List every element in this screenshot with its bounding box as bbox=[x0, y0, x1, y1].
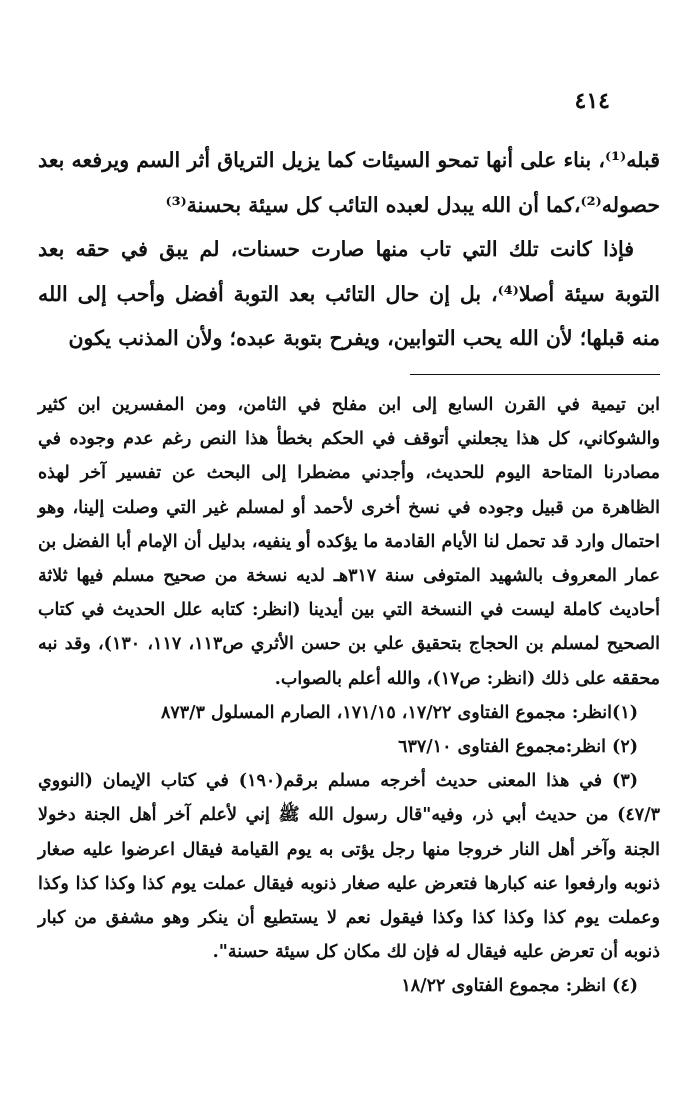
footnote-1: (١)انظر: مجموع الفتاوى ١٧/٢٢، ١٧١/١٥، الصارم المسلول ٨٧٣/٣ bbox=[160, 702, 638, 723]
main-paragraph-1: قبله⁽¹⁾، بناء على أنها تمحو السيئات كما يزيل الترياق أثر السم ويرفعه بعد حصوله⁽²⁾،كما أن الله يبدل لعبده التائب كل سيئة بحسنة⁽³⁾ bbox=[38, 148, 660, 217]
footnote-4: (٤) انظر: مجموع الفتاوى ١٨/٢٢ bbox=[401, 976, 638, 997]
main-text bbox=[38, 138, 660, 361]
page-number: ٤١٤ bbox=[574, 88, 610, 114]
footnote-continuation: ابن تيمية في القرن السابع إلى ابن مفلح في الثامن، ومن المفسرين ابن كثير والشوكاني، كل هذا يجعلني أتوقف في الحكم بخطأ هذا النص رغم عدم وجوده في مصادرنا المتاحة اليوم للحديث، وأجدني مضطرا إلى البحث عن تفسير آخر لهذه الظاهرة من قبيل وجوده في نسخ أخرى لأحمد أو لمسلم غير التي وصلت إلينا، وهو احتمال وارد قد تحمل لنا الأيام القادمة ما يؤكده أو ينفيه، بدليل أن الإمام أبا الفضل بن عمار المعروف بالشهيد المتوفى سنة ٣١٧هـ لديه نسخة من صحيح مسلم فيها ثلاثة أحاديث كاملة ليست في النسخة التي بين أيدينا (انظر: كتابه علل الحديث في كتاب الصحيح لمسلم بن الحجاج بتحقيق علي بن حسن الأثري ص١١٣، ١١٧، ١٣٠)، وقد نبه محققه على ذلك (انظر: ص١٧)، والله أعلم بالصواب. bbox=[38, 395, 660, 689]
footnote-3: (٣) في هذا المعنى حديث أخرجه مسلم برقم(١٩٠) في كتاب الإيمان (النووي ٤٧/٣) من حديث أبي ذر، وفيه"قال رسول الله ﷺ إني لأعلم آخر أهل الجنة دخولا الجنة وآخر أهل النار خروجا منها رجل يؤتى به يوم القيامة فيقال اعرضوا عليه صغار ذنوبه وارفعوا عنه كبارها فتعرض عليه صغار ذنوبه فيقال عملت يوم كذا وكذا كذا وكذا وعملت يوم كذا وكذا كذا وكذا فيقول نعم لا يستطيع أن ينكر وهو مشفق من كبار ذنوبه أن تعرض عليه فيقال له فإن لك مكان كل سيئة حسنة". bbox=[38, 771, 660, 963]
main-paragraph-2: فإذا كانت تلك التي تاب منها صارت حسنات، لم يبق في حقه بعد التوبة سيئة أصلا⁽⁴⁾، بل إن حال التائب بعد التوبة أفضل وأحب إلى الله منه قبلها؛ لأن الله يحب التوابين، ويفرح بتوبة عبده؛ ولأن المذنب يكون bbox=[38, 237, 660, 350]
footnote-2: (٢) انظر:مجموع الفتاوى ٦٣٧/١٠ bbox=[398, 737, 638, 758]
footnotes-section bbox=[38, 388, 660, 1004]
footnote-separator bbox=[410, 374, 660, 375]
